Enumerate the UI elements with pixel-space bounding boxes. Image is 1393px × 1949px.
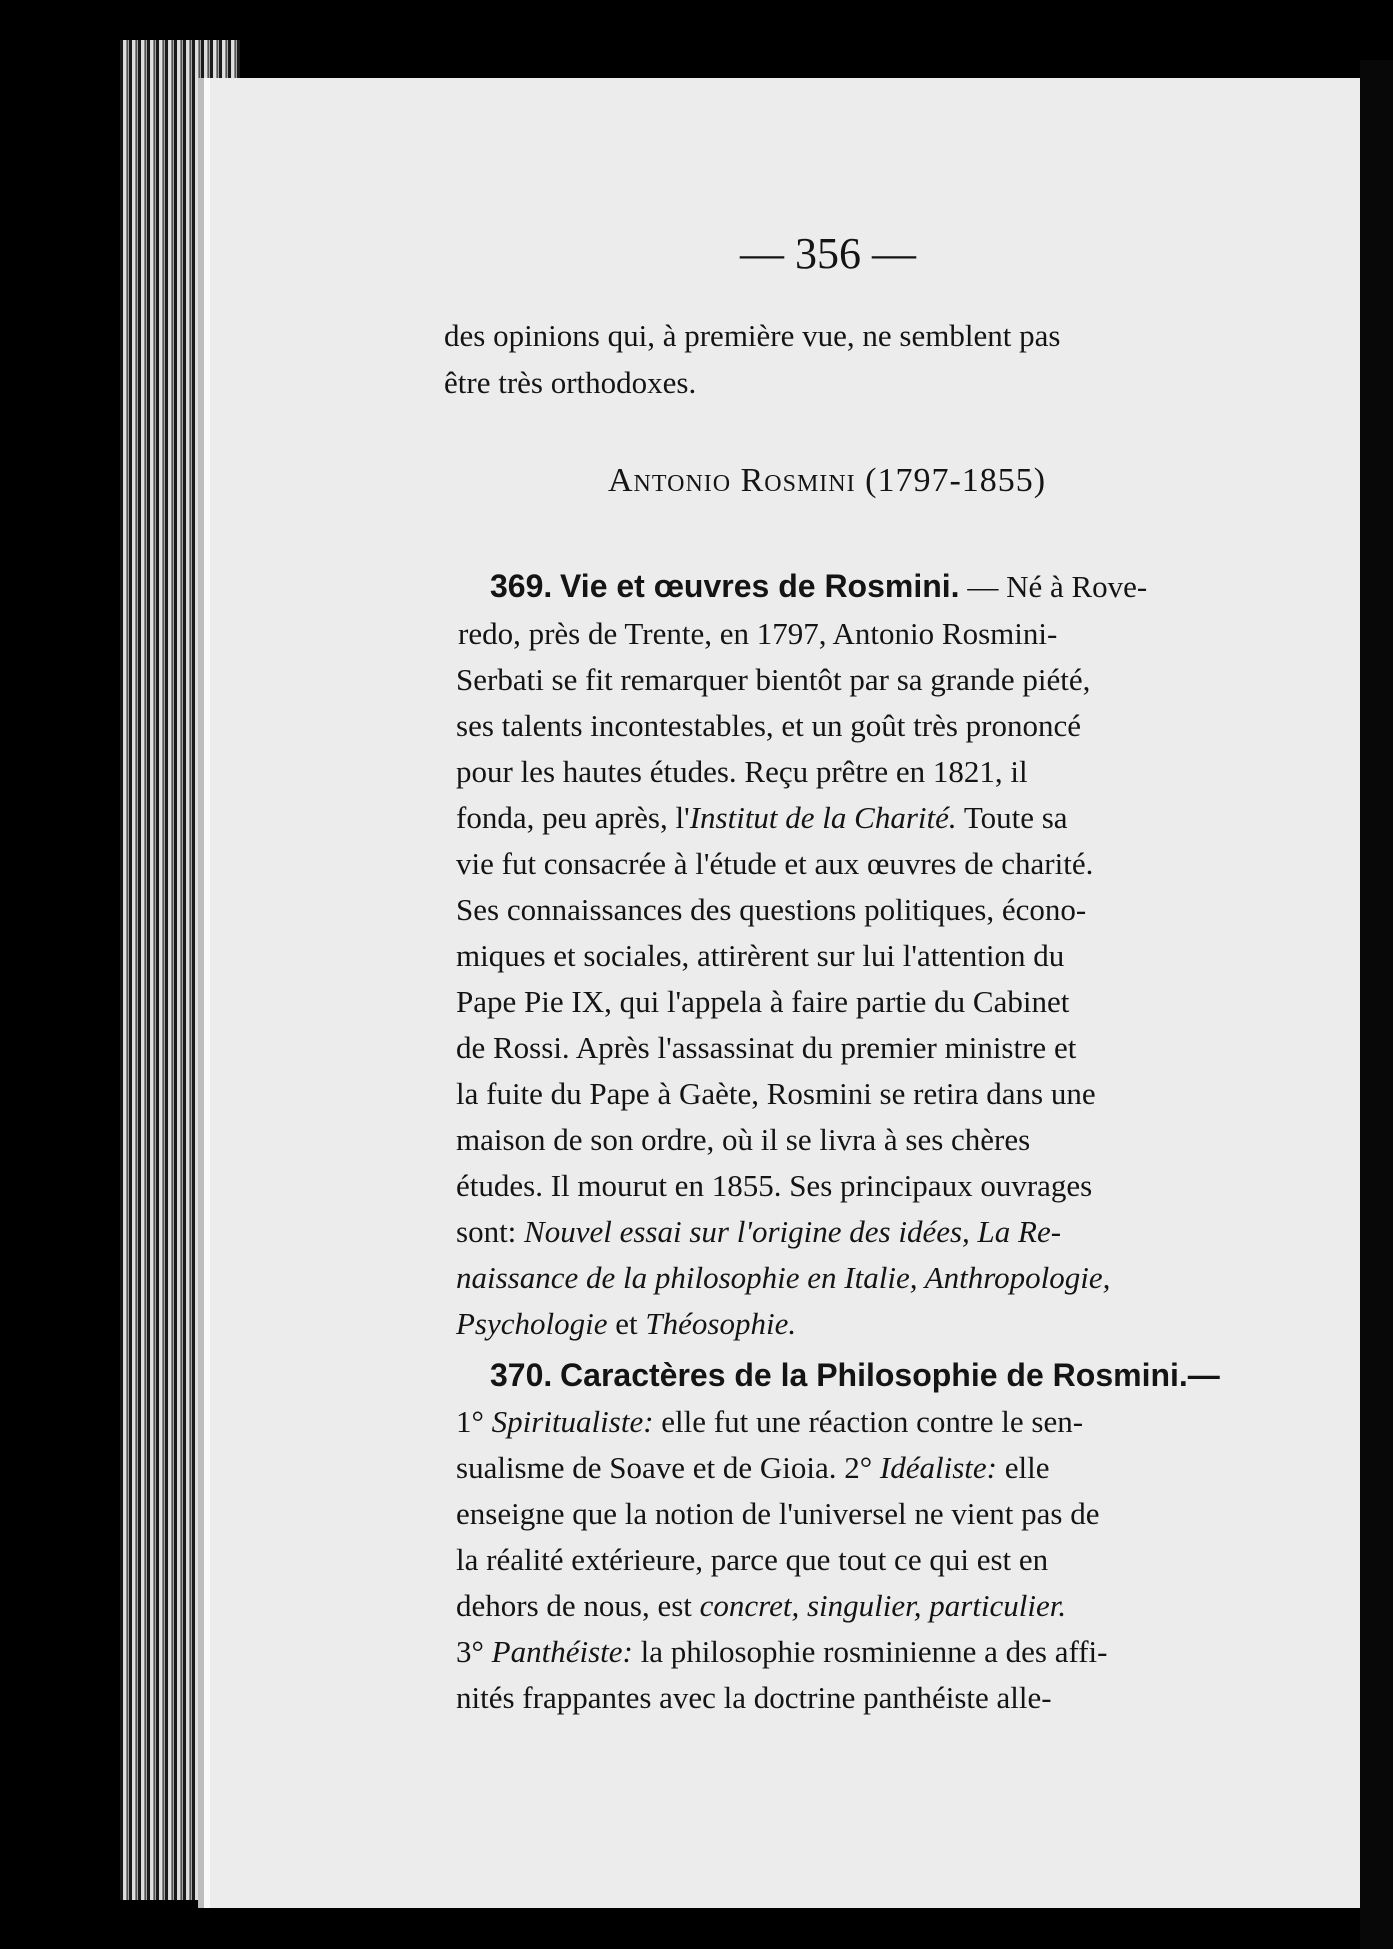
paragraph-369-line: Ses connaissances des questions politiques, écono- [456, 892, 1087, 927]
paragraph-370-line: 3° Panthéiste: la philosophie rosminienne a des affi- [456, 1634, 1108, 1669]
paragraph-369-line: vie fut consacrée à l'étude et aux œuvres de charité. [456, 846, 1094, 881]
section-title: Vie et œuvres de Rosmini. [560, 568, 960, 604]
paragraph-369-line: miques et sociales, attirèrent sur lui l'attention du [456, 938, 1065, 973]
heading-dates: (1797-1855) [865, 462, 1047, 499]
paragraph-369-line: la fuite du Pape à Gaète, Rosmini se retira dans une [456, 1076, 1096, 1111]
paragraph-369-line: fonda, peu après, l'Institut de la Charité. Toute sa [456, 800, 1068, 835]
paragraph-369-line: Serbati se fit remarquer bientôt par sa grande piété, [456, 662, 1091, 697]
paragraph-370-line: 1° Spiritualiste: elle fut une réaction contre le sen- [456, 1404, 1084, 1439]
paragraph-370-line: nités frappantes avec la doctrine panthéiste alle- [456, 1680, 1052, 1715]
section-number: 369. [490, 568, 553, 604]
paragraph-369-line: de Rossi. Après l'assassinat du premier ministre et [456, 1030, 1077, 1065]
paragraph-370-line: la réalité extérieure, parce que tout ce qui est en [456, 1542, 1049, 1577]
paragraph-370-line: enseigne que la notion de l'universel ne vient pas de [456, 1496, 1100, 1531]
page-number: — 356 — [740, 229, 916, 278]
dark-margin [1360, 60, 1393, 1949]
intro-line-2: être très orthodoxes. [444, 365, 697, 400]
paragraph-369-line: Psychologie et Théosophie. [456, 1306, 797, 1341]
heading-name: Antonio Rosmini [608, 462, 856, 499]
section-heading [608, 462, 1046, 500]
paragraph-370-line [490, 1357, 1220, 1394]
paragraph-369-line: 369. Vie et œuvres de Rosmini. — Né à Rove- [490, 568, 1148, 604]
paragraph-370-line: sualisme de Soave et de Gioia. 2° Idéaliste: elle [456, 1450, 1050, 1485]
paragraph-369-line: redo, près de Trente, en 1797, Antonio Rosmini- [458, 616, 1058, 651]
section-title: Caractères de la Philosophie de Rosmini.— [560, 1357, 1220, 1393]
paragraph-369-line: ses talents incontestables, et un goût très prononcé [456, 708, 1082, 743]
intro-line-1: des opinions qui, à première vue, ne semblent pas [444, 318, 1061, 353]
paragraph-369-line: sont: Nouvel essai sur l'origine des idées, La Re- [456, 1214, 1062, 1249]
paragraph-370-line: dehors de nous, est concret, singulier, particulier. [456, 1588, 1067, 1623]
paragraph-369-line: Pape Pie IX, qui l'appela à faire partie du Cabinet [456, 984, 1070, 1019]
paragraph-369-line: naissance de la philosophie en Italie, Anthropologie, [456, 1260, 1111, 1295]
paragraph-369-line: études. Il mourut en 1855. Ses principaux ouvrages [456, 1168, 1093, 1203]
paragraph-369-line: maison de son ordre, où il se livra à ses chères [456, 1122, 1031, 1157]
section-number: 370. [490, 1357, 553, 1393]
paragraph-369-line: pour les hautes études. Reçu prêtre en 1821, il [456, 754, 1028, 789]
